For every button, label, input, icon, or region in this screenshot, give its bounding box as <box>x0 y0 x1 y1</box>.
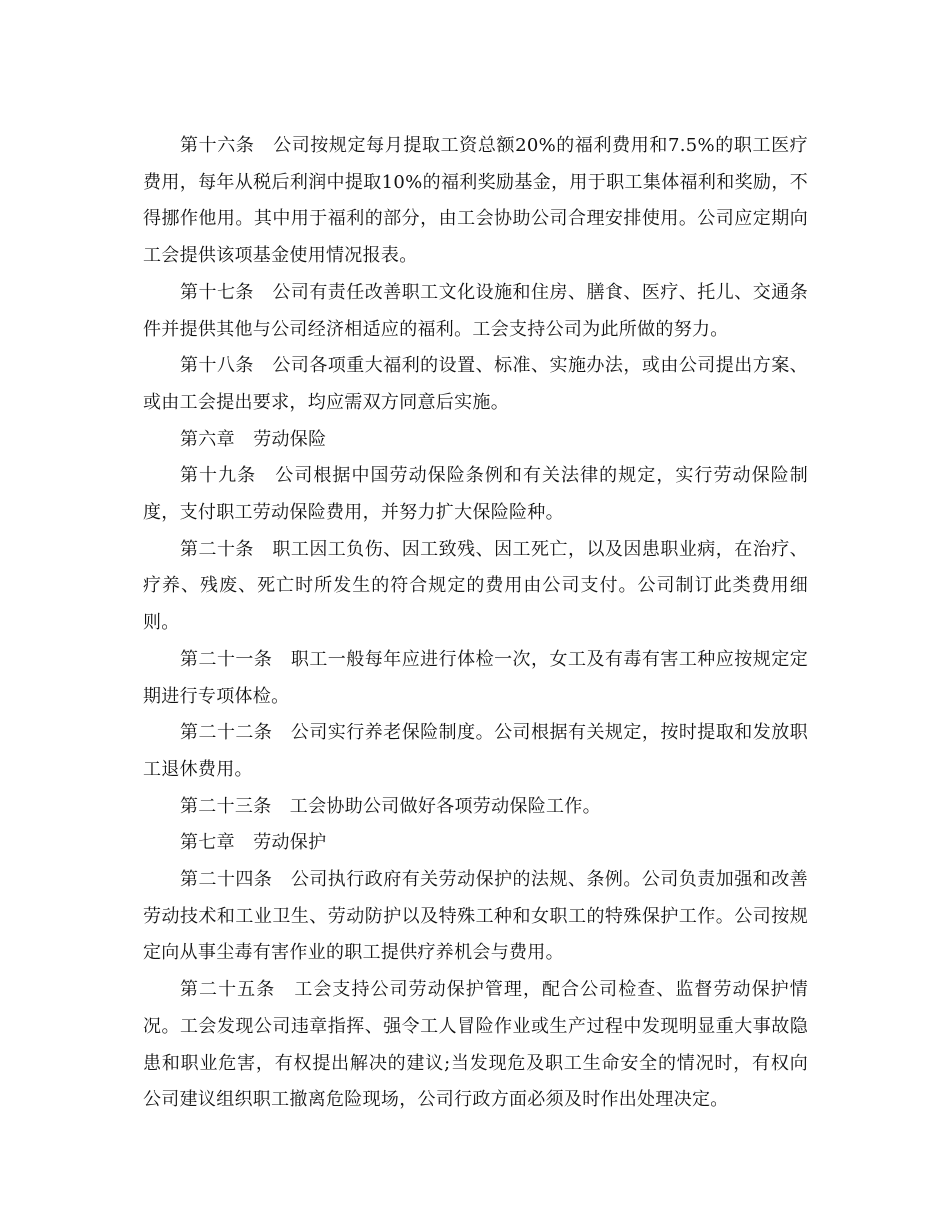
text-line: 案、或由工会提出要求，均应需双方同意后实施。 <box>143 355 808 413</box>
article-20-paragraph <box>143 532 808 642</box>
text-line: 第二十三条 工会协助公司做好各项劳动保险工作。 <box>180 795 601 817</box>
text-line: 按规定向从事尘毒有害作业的职工提供疗养机会与费用。 <box>143 905 808 964</box>
text-line: 第七章 劳动保护 <box>180 832 327 854</box>
text-line: 第十九条 公司根据中国劳动保险条例和有关法律的规定，实行劳动保险制 <box>180 465 808 487</box>
text-line: 况。工会发现公司违章指挥、强令工人冒险作业或生产过程中发现明显重大事故 <box>143 1015 790 1037</box>
text-line: 第二十一条 职工一般每年应进行体检一次，女工及有毒有害工种应按规定 <box>180 648 790 670</box>
article-16-paragraph <box>143 128 808 275</box>
text-line: 第二十五条 工会支持公司劳动保护管理，配合公司检查、监督劳动保护情 <box>180 979 808 1001</box>
text-line: 向工会提供该项基金使用情况报表。 <box>143 208 808 267</box>
text-line: 第十八条 公司各项重大福利的设置、标准、实施办法，或由公司提出方 <box>180 355 772 377</box>
article-22-paragraph <box>143 715 808 788</box>
text-line: 得挪作他用。其中用于福利的部分，由工会协助公司合理安排使用。公司应定期 <box>143 208 790 230</box>
article-18-paragraph <box>143 348 808 421</box>
text-line: 用细则。 <box>143 575 808 634</box>
text-line: 第二十四条 公司执行政府有关劳动保护的法规、条例。公司负责加强和改 <box>180 869 790 891</box>
text-line: 善劳动技术和工业卫生、劳动防护以及特殊工种和女职工的特殊保护工作。公司 <box>143 869 808 927</box>
text-line: 度，支付职工劳动保险费用，并努力扩大保险险种。 <box>143 502 564 524</box>
text-line: 向公司建议组织职工撤离危险现场，公司行政方面必须及时作出处理决定。 <box>143 1052 808 1111</box>
text-line: 定期进行专项体检。 <box>143 648 808 707</box>
text-line: 条件并提供其他与公司经济相适应的福利。工会支持公司为此所做的努力。 <box>143 281 808 340</box>
article-25-paragraph <box>143 972 808 1119</box>
text-line: 第二十二条 公司实行养老保险制度。公司根据有关规定，按时提取和发放 <box>180 722 790 744</box>
article-23-paragraph <box>143 789 808 826</box>
text-line: 隐患和职业危害，有权提出解决的建议;当发现危及职工生命安全的情况时，有权 <box>143 1015 808 1074</box>
article-19-paragraph <box>143 458 808 531</box>
text-line: 第二十条 职工因工负伤、因工致残、因工死亡，以及因患职业病，在治 <box>180 538 772 560</box>
text-line: 疗、疗养、残废、死亡时所发生的符合规定的费用由公司支付。公司制订此类费 <box>143 538 808 597</box>
article-21-paragraph <box>143 642 808 715</box>
text-line: 费用，每年从税后利润中提取10%的福利奖励基金，用于职工集体福利和奖励，不 <box>143 171 808 193</box>
text-line: 职工退休费用。 <box>143 722 808 780</box>
article-17-paragraph <box>143 275 808 348</box>
document-body <box>143 128 808 1119</box>
text-line: 第十七条 公司有责任改善职工文化设施和住房、膳食、医疗、托儿、交通 <box>180 281 790 303</box>
text-line: 第十六条 公司按规定每月提取工资总额20%的福利费用和7.5%的职工医疗 <box>180 135 808 156</box>
chapter-7-heading <box>143 825 808 862</box>
chapter-6-heading <box>143 422 808 459</box>
article-24-paragraph <box>143 862 808 972</box>
text-line: 第六章 劳动保险 <box>180 428 327 450</box>
